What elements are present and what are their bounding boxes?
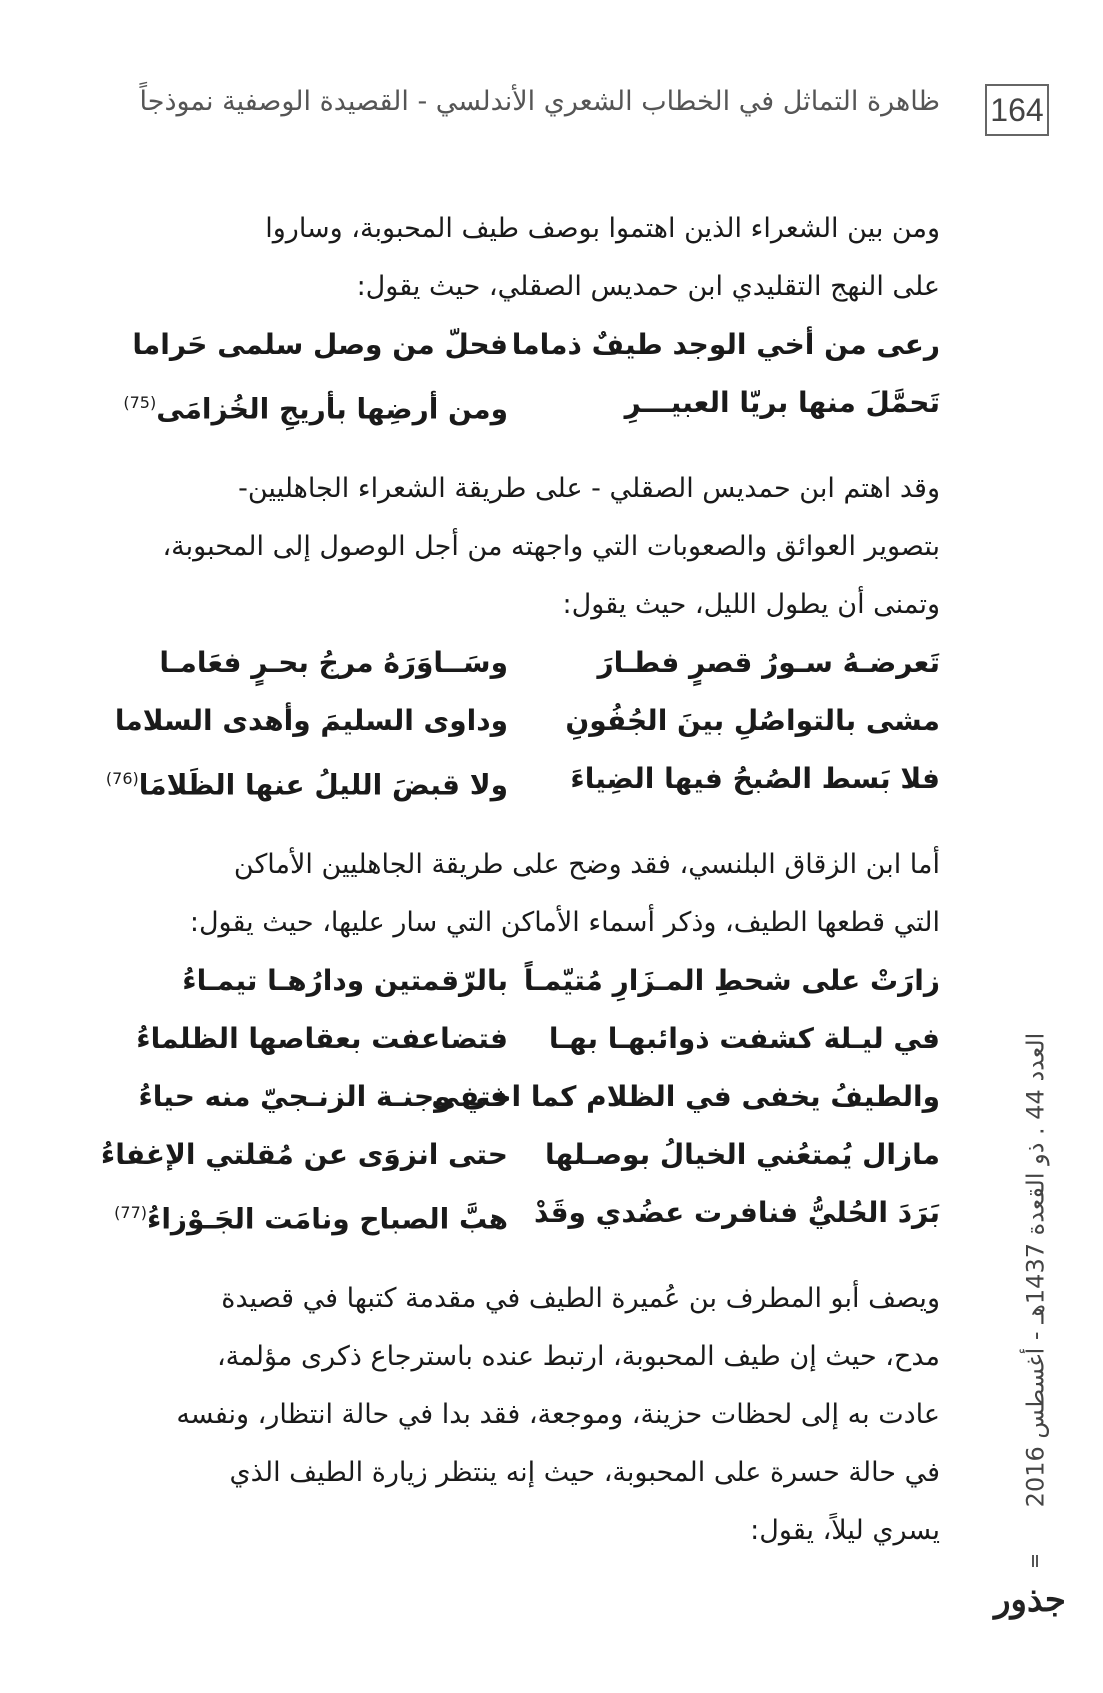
verse-first-hemistich: رعى من أخي الوجد طيفٌ ذماما	[511, 328, 940, 361]
verse	[114, 692, 940, 750]
poem-3	[100, 952, 940, 1242]
footnote-ref-76: (76)	[105, 769, 139, 788]
verse-first-hemistich: فلا بَسط الصُبحُ فيها الضِياءَ	[570, 762, 940, 795]
paragraph-line: عادت به إلى لحظات حزينة، وموجعة، فقد بدا في حالة انتظار، ونفسه	[176, 1399, 940, 1430]
paragraph-3	[118, 836, 940, 952]
paragraph-line: مدح، حيث إن طيف المحبوبة، ارتبط عنده باسترجاع ذكرى مؤلمة،	[216, 1341, 940, 1372]
verse	[118, 374, 940, 432]
verse-second-hemistich-text: ومن أرضِها بأريجِ الخُزامَى	[156, 392, 508, 426]
verse-first-hemistich: زارَتْ على شحطِ المـزَارِ مُتيّمـاً	[523, 964, 940, 997]
paragraph-1	[118, 200, 940, 316]
paragraph-line: وتمنى أن يطول الليل، حيث يقول:	[562, 589, 940, 620]
verse-second-hemistich: فحلّ من وصل سلمى حَراما	[132, 328, 508, 361]
page-number: 164	[985, 84, 1049, 136]
verse-first-hemistich: تَحمَّلَ منها بريّا العبيـــرِ	[624, 386, 940, 419]
verse	[105, 750, 940, 808]
sidebar-rule	[1036, 1555, 1038, 1567]
paragraph-line: بتصوير العوائق والصعوبات التي واجهته من أجل الوصول إلى المحبوبة،	[162, 531, 940, 562]
verse	[100, 1126, 940, 1184]
verse-first-hemistich: بَرَدَ الحُليُّ فنافرت عضُدي وقَدْ	[534, 1196, 940, 1229]
paragraph-line: في حالة حسرة على المحبوبة، حيث إنه ينتظر زيارة الطيف الذي	[229, 1457, 940, 1488]
paragraph-line: وقد اهتم ابن حمديس الصقلي - على طريقة الشعراء الجاهليين-	[238, 473, 940, 504]
verse-second-hemistich: وسَــاوَرَهُ مرجُ بحـرٍ فعَامـا	[159, 646, 508, 679]
verse	[118, 1010, 940, 1068]
footnote-ref-77: (77)	[114, 1203, 148, 1222]
verse	[118, 316, 940, 374]
verse-second-hemistich	[118, 374, 508, 432]
issue-info: العدد 44 . ذو القعدة 1437هـ - أغسطس 2016	[1020, 1032, 1049, 1508]
verse	[114, 1184, 940, 1242]
verse-first-hemistich: والطيفُ يخفى في الظلام كما اختفى	[431, 1080, 940, 1113]
verse-second-hemistich: حتى انزوَى عن مُقلتي الإغفاءُ	[100, 1138, 508, 1171]
paragraph-2	[118, 460, 940, 634]
verse-second-hemistich: في وجنـة الزنـجيّ منه حياءُ	[138, 1080, 508, 1113]
verse	[118, 952, 940, 1010]
verse-second-hemistich	[105, 750, 508, 808]
magazine-logo: جذور	[994, 1580, 1066, 1620]
footnote-ref-75: (75)	[123, 393, 157, 412]
article-body	[100, 200, 940, 1560]
running-header-title: ظاهرة التماثل في الخطاب الشعري الأندلسي - القصيدة الوصفية نموذجاً	[139, 86, 940, 117]
paragraph-line: أما ابن الزقاق البلنسي، فقد وضح على طريقة الجاهليين الأماكن	[233, 849, 940, 880]
verse-second-hemistich	[114, 1184, 508, 1242]
paragraph-line: التي قطعها الطيف، وذكر أسماء الأماكن التي سار عليها، حيث يقول:	[189, 907, 940, 938]
paragraph-line: ويصف أبو المطرف بن عُميرة الطيف في مقدمة كتبها في قصيدة	[221, 1283, 940, 1314]
verse-first-hemistich: تَعرضـهُ سـورُ قصرٍ فطـارَ	[597, 646, 940, 679]
sidebar-rule	[1032, 1555, 1034, 1567]
verse	[118, 634, 940, 692]
verse-first-hemistich: في ليـلة كشفت ذوائبهـا بهـا	[548, 1022, 940, 1055]
paragraph-line: على النهج التقليدي ابن حمديس الصقلي، حيث يقول:	[356, 271, 940, 302]
paragraph-line: يسري ليلاً، يقول:	[750, 1515, 940, 1546]
verse-second-hemistich: بالرّقمتين ودارُهـا تيمـاءُ	[182, 964, 508, 997]
issue-sidebar	[1015, 990, 1055, 1550]
verse-first-hemistich: مازال يُمتعُني الخيالُ بوصـلها	[544, 1138, 940, 1171]
poem-2	[105, 634, 940, 808]
paragraph-4	[118, 1270, 940, 1560]
verse-second-hemistich: وداوى السليمَ وأهدى السلاما	[114, 704, 508, 737]
verse-first-hemistich: مشى بالتواصُلِ بينَ الجُفُونِ	[565, 704, 940, 737]
verse	[118, 1068, 940, 1126]
paragraph-line: ومن بين الشعراء الذين اهتموا بوصف طيف المحبوبة، وساروا	[265, 213, 940, 244]
verse-second-hemistich-text: ولا قبضَ الليلُ عنها الظَلامَا	[138, 768, 508, 802]
verse-second-hemistich-text: هبَّ الصباح ونامَت الجَـوْزاءُ	[147, 1202, 508, 1236]
poem-1	[118, 316, 940, 432]
verse-second-hemistich: فتضاعفت بعقاصها الظلماءُ	[136, 1022, 508, 1055]
